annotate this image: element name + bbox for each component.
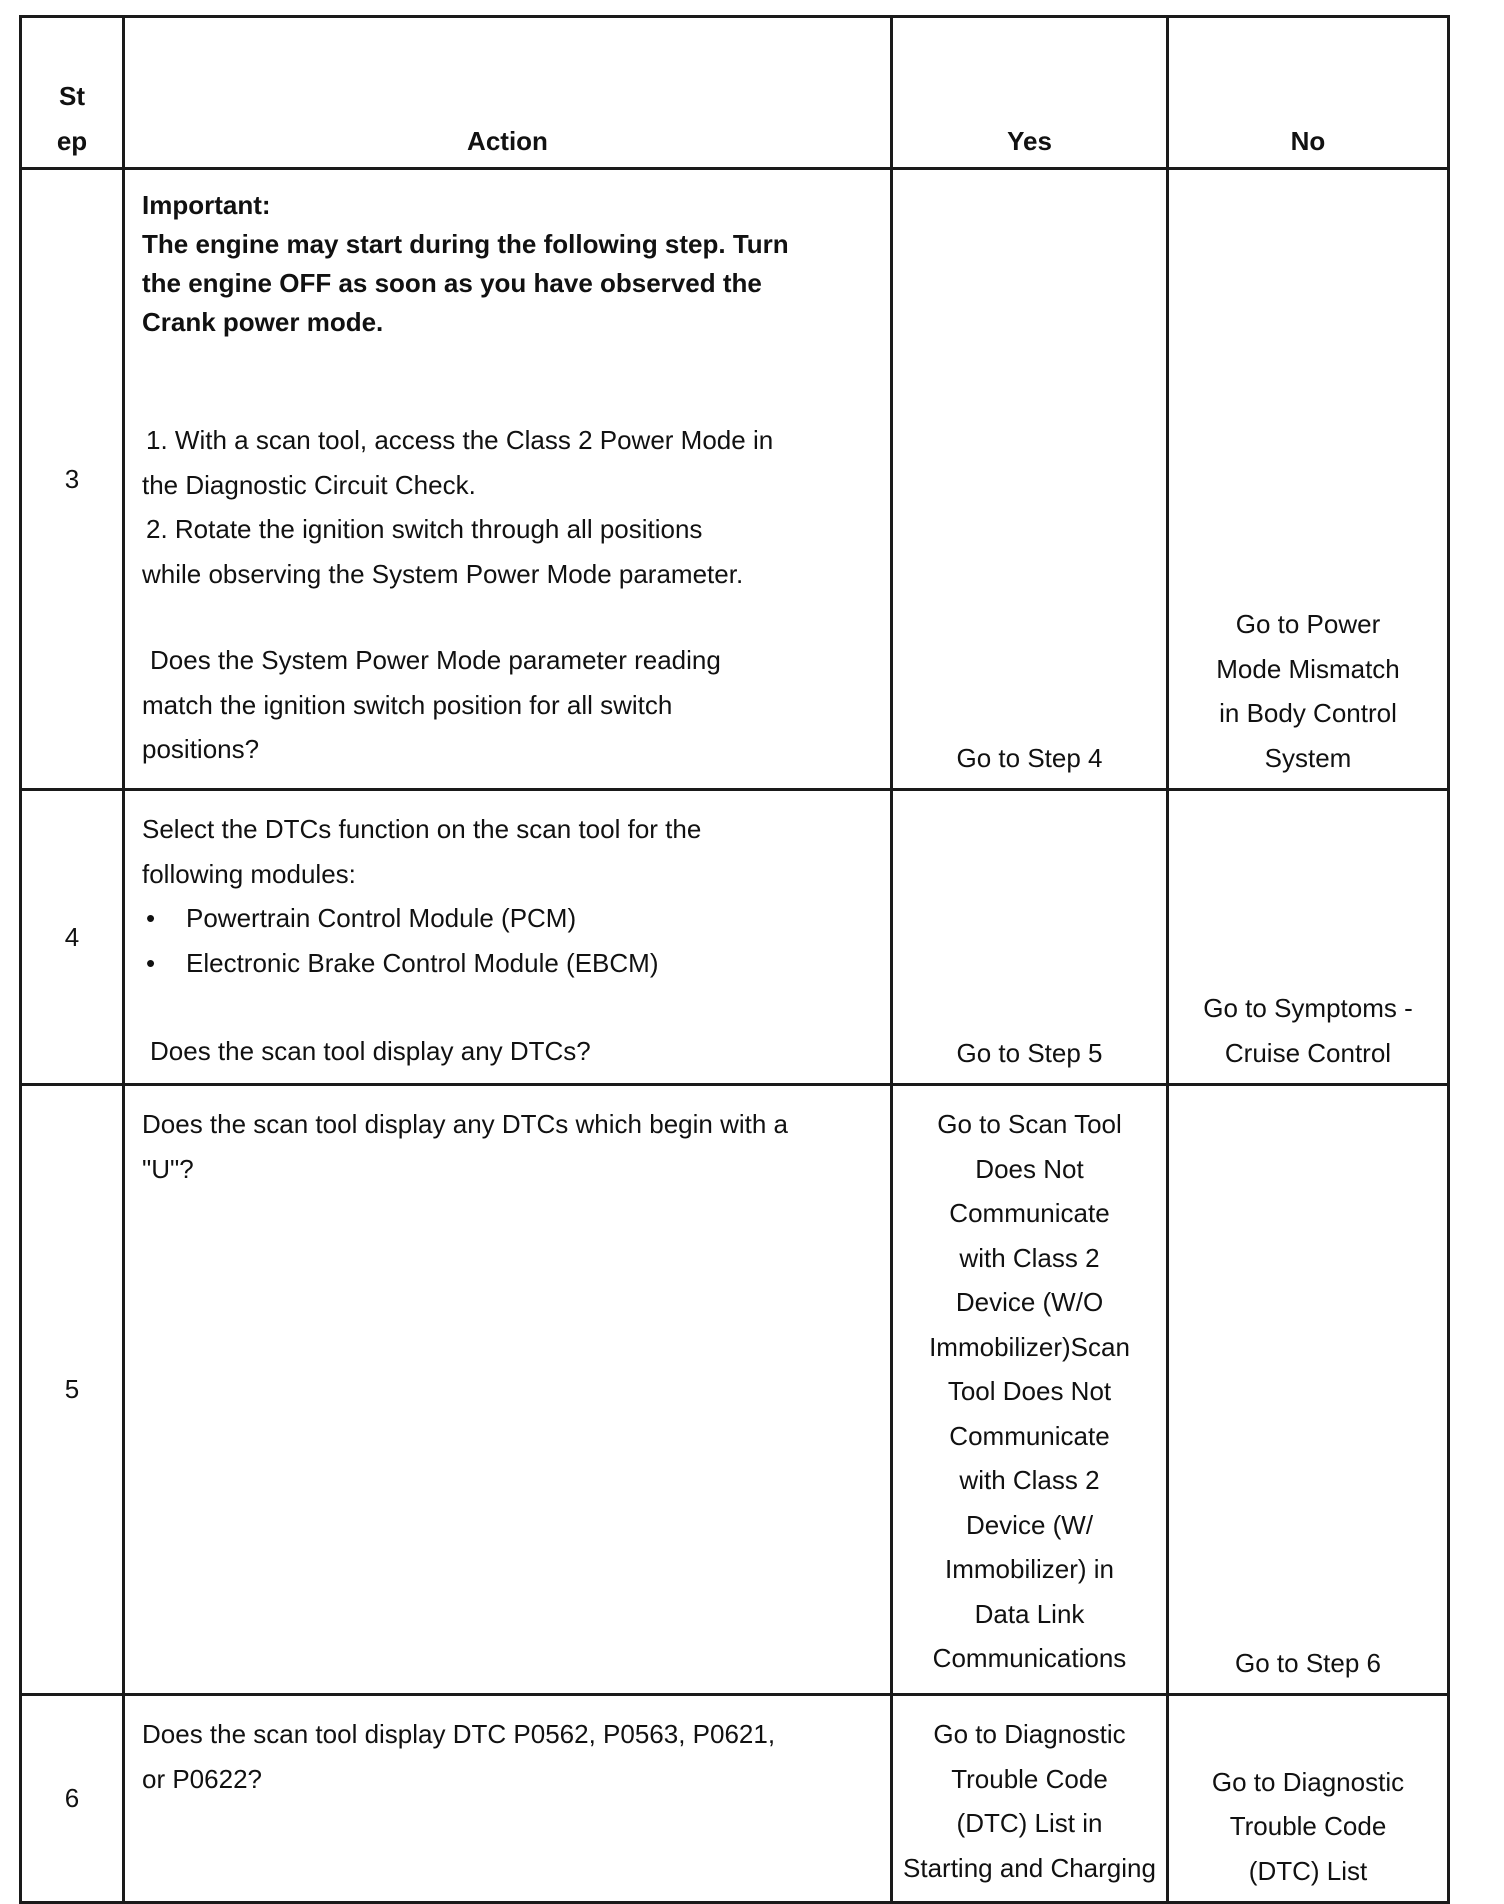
question-line: or P0622? [142,1763,262,1794]
no-header: No [1168,17,1449,169]
yes-header: Yes [892,17,1168,169]
diagnostic-table [19,15,1450,1904]
no-cell: Go to Power Mode Mismatch in Body Control System [1168,169,1449,790]
yes-cell: Go to Scan Tool Does Not Communicate with Class 2 Device (W/O Immobilizer)Scan Tool Does Not Communicate with Class 2 Device (W/ Immobilizer) in Data Link Communications [892,1085,1168,1695]
important-text: Crank power mode. [142,307,384,337]
important-label: Important: [142,190,271,220]
list-item: • Electronic Brake Control Module (EBCM) [146,947,659,978]
no-cell: Go to Symptoms - Cruise Control [1168,790,1449,1085]
instruction-line: 2. Rotate the ignition switch through all positions [146,514,703,544]
action-header: Action [124,17,892,169]
instruction-line: while observing the System Power Mode parameter. [142,558,744,589]
action-cell [124,1085,892,1695]
yes-cell: Go to Diagnostic Trouble Code (DTC) List in Starting and Charging [892,1695,1168,1903]
question-line: positions? [142,734,260,764]
action-cell [124,169,892,790]
question-line: "U"? [142,1153,194,1184]
step-number: 4 [21,790,124,1085]
step-number: 5 [21,1085,124,1695]
step-row-4 [21,790,1449,1085]
step-row-5 [21,1085,1449,1695]
step-row-3 [21,169,1449,790]
question-line: Does the scan tool display any DTCs which begin with a [142,1109,788,1139]
step-row-6 [21,1695,1449,1903]
instruction-line: the Diagnostic Circuit Check. [142,469,476,500]
question-line: Does the scan tool display DTC P0562, P0563, P0621, [142,1719,776,1749]
no-cell: Go to Step 6 [1168,1085,1449,1695]
list-item: • Powertrain Control Module (PCM) [146,903,577,933]
important-text: The engine may start during the following step. Turn [142,229,789,259]
instruction-line: 1. With a scan tool, access the Class 2 Power Mode in [146,425,774,455]
header-row [21,17,1449,169]
action-cell: Select the DTCs function on the scan tool for the following modules: • Powertrain Control Module (PCM) • Electronic Brake Control Module (EBCM) Does the scan tool display any DTCs? [124,790,892,1085]
step-header: St ep [21,17,124,169]
question-line: match the ignition switch position for all switch [142,689,673,720]
yes-cell: Go to Step 4 [892,169,1168,790]
question-line: Does the scan tool display any DTCs? [150,1036,591,1066]
question-line: Does the System Power Mode parameter reading [150,645,721,675]
action-cell [124,1695,892,1903]
important-text: the engine OFF as soon as you have observed the [142,268,762,298]
step-number: 6 [21,1695,124,1903]
no-cell: Go to Diagnostic Trouble Code (DTC) List [1168,1695,1449,1903]
step-number: 3 [21,169,124,790]
yes-cell: Go to Step 5 [892,790,1168,1085]
